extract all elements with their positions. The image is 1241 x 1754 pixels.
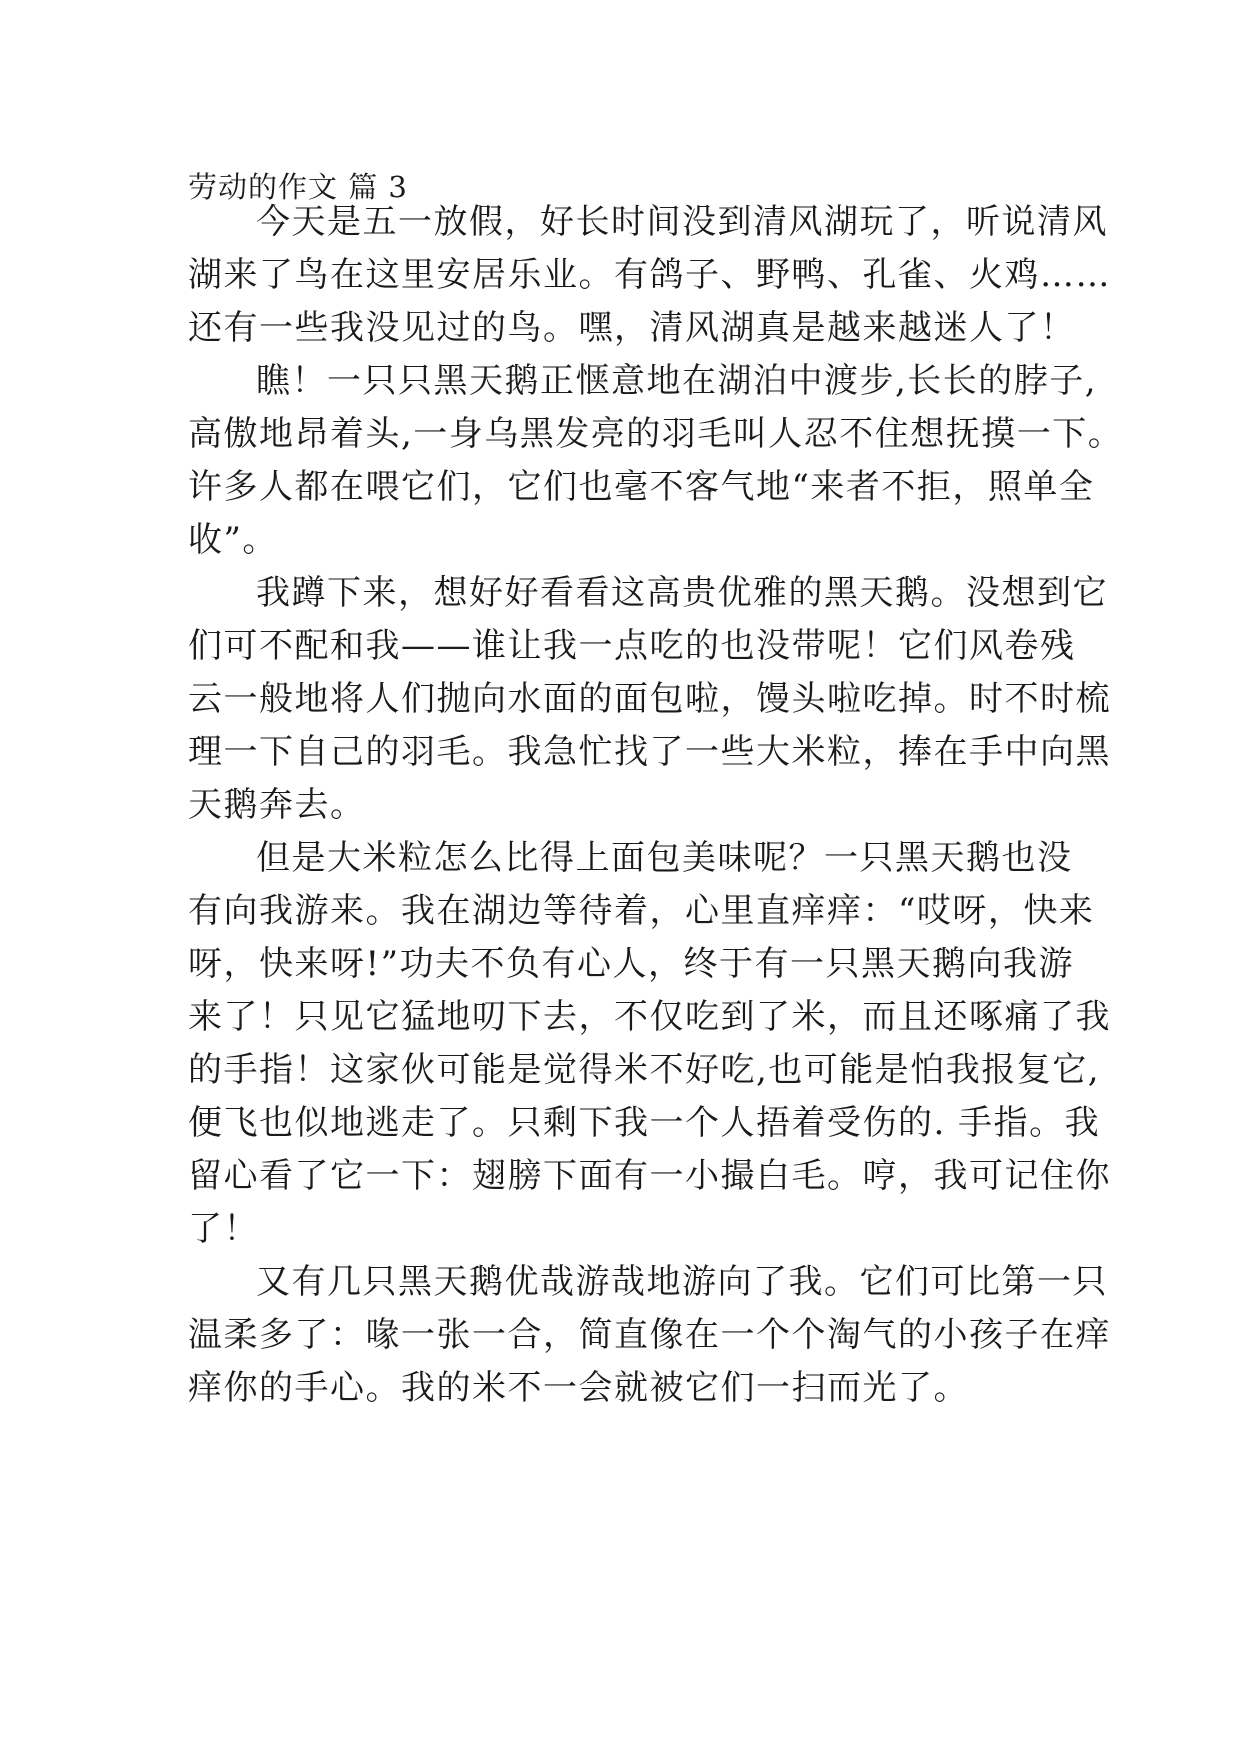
document-title: 劳动的作文 篇 3 xyxy=(188,170,408,204)
paragraph-4-line-3: 呀，快来呀!”功夫不负有心人，终于有一只黑天鹅向我游 xyxy=(188,944,1075,984)
paragraph-5-line-2: 温柔多了：喙一张一合，简直像在一个个淘气的小孩子在痒 xyxy=(188,1315,1111,1355)
paragraph-3-line-5: 天鹅奔去。 xyxy=(188,785,366,825)
paragraph-2-line-3: 许多人都在喂它们，它们也毫不客气地“来者不拒，照单全 xyxy=(188,467,1095,507)
paragraph-3-line-1: 我蹲下来，想好好看看这高贵优雅的黑天鹅。没想到它 xyxy=(256,573,1108,613)
paragraph-1-line-1: 今天是五一放假，好长时间没到清风湖玩了，听说清风 xyxy=(256,202,1108,242)
paragraph-5-line-3: 痒你的手心。我的米不一会就被它们一扫而光了。 xyxy=(188,1368,969,1408)
paragraph-4-line-7: 留心看了它一下：翅膀下面有一小撮白毛。哼，我可记住你 xyxy=(188,1156,1111,1196)
paragraph-3-line-4: 理一下自己的羽毛。我急忙找了一些大米粒，捧在手中向黑 xyxy=(188,732,1111,772)
paragraph-1-line-3: 还有一些我没见过的鸟。嘿，清风湖真是越来越迷人了！ xyxy=(188,308,1076,348)
paragraph-4-line-1: 但是大米粒怎么比得上面包美味呢？一只黑天鹅也没 xyxy=(256,838,1073,878)
paragraph-4-line-8: 了！ xyxy=(188,1209,259,1249)
paragraph-3-line-3: 云一般地将人们抛向水面的面包啦，馒头啦吃掉。时不时梳 xyxy=(188,679,1111,719)
paragraph-1-line-2: 湖来了鸟在这里安居乐业。有鸽子、野鸭、孔雀、火鸡…… xyxy=(188,255,1111,295)
paragraph-4-line-4: 来了！只见它猛地叨下去，不仅吃到了米，而且还啄痛了我 xyxy=(188,997,1111,1037)
paragraph-2-line-1: 瞧！一只只黑天鹅正惬意地在湖泊中渡步,长长的脖子, xyxy=(256,361,1098,401)
paragraph-2-line-2: 高傲地昂着头,一身乌黑发亮的羽毛叫人忍不住想抚摸一下。 xyxy=(188,414,1124,454)
paragraph-4-line-2: 有向我游来。我在湖边等待着，心里直痒痒：“哎呀，快来 xyxy=(188,891,1095,931)
paragraph-4-line-5: 的手指！这家伙可能是觉得米不好吃,也可能是怕我报复它, xyxy=(188,1050,1101,1090)
paragraph-5-line-1: 又有几只黑天鹅优哉游哉地游向了我。它们可比第一只 xyxy=(256,1262,1108,1302)
paragraph-4-line-6: 便飞也似地逃走了。只剩下我一个人捂着受伤的. 手指。我 xyxy=(188,1103,1101,1143)
paragraph-2-line-4: 收”。 xyxy=(188,520,278,560)
paragraph-3-line-2: 们可不配和我——谁让我一点吃的也没带呢！它们风卷残 xyxy=(188,626,1076,666)
